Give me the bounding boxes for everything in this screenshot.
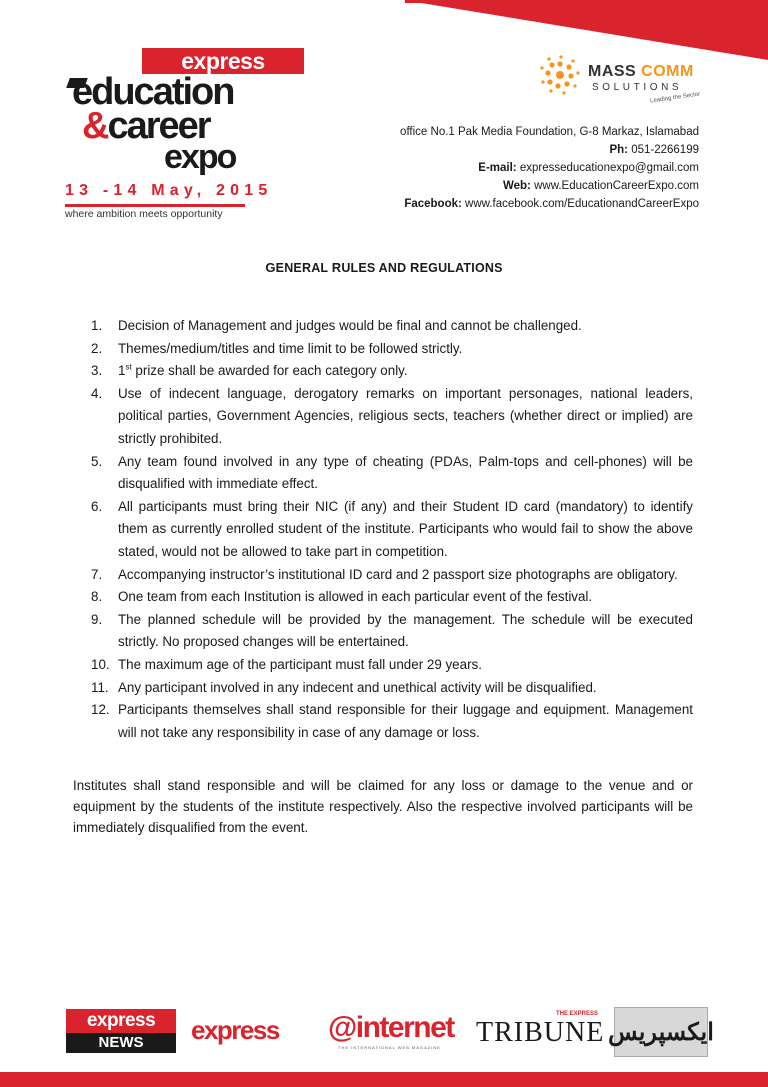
list-item: 12. Participants themselves shall stand responsible for their luggage and equipment. Management will not take any responsibility in case of any damage or loss. [91, 702, 693, 740]
logo-career-word: career [107, 105, 210, 147]
logo-expo-text: expo [164, 138, 236, 176]
list-item: 9. The planned schedule will be provided by the management. The schedule will be executed strictly. No proposed changes will be entertained. [91, 611, 693, 650]
list-item: 11. Any participant involved in any indecent and unethical activity will be disqualified. [91, 679, 597, 695]
list-item: 3. 1st prize shall be awarded for each category only. [91, 362, 408, 379]
web-link[interactable]: www.EducationCareerExpo.com [530, 180, 699, 192]
email-line: E-mail: expresseducationexpo@gmail.com [478, 162, 699, 174]
dates-underline [65, 204, 245, 207]
masscomm-tagline: Leading the Sector [649, 91, 701, 105]
urdu-express-logo: ایکسپریس [614, 1007, 708, 1057]
list-item: 8. One team from each Institution is allowed in each particular event of the festival. [91, 589, 593, 605]
contact-block [400, 123, 699, 213]
list-item: 10. The maximum age of the participant must fall under 29 years. [91, 656, 482, 672]
logo-ampersand: & [82, 105, 108, 147]
logo-education-text: education [72, 71, 234, 113]
express-logo: express [191, 1015, 279, 1045]
logo-tagline: where ambition meets opportunity [65, 208, 223, 220]
corner-decoration [403, 0, 768, 60]
masscomm-subtitle: SOLUTIONS [592, 82, 683, 93]
corner-rule [405, 0, 768, 3]
internet-subtitle: THE INTERNATIONAL WEB MAGAZINE [338, 1045, 441, 1050]
list-item: 1. Decision of Management and judges would be final and cannot be challenged. [91, 318, 582, 333]
masscomm-logo [540, 55, 705, 110]
address-line: office No.1 Pak Media Foundation, G-8 Markaz, Islamabad [400, 126, 699, 138]
logo-express-text: express [142, 48, 304, 74]
tribune-logo: TRIBUNE [476, 1017, 605, 1048]
facebook-line: Facebook: www.facebook.com/EducationandCareerExpo [404, 198, 699, 210]
list-item: 7. Accompanying instructor’s institutional ID card and 2 passport size photographs are obligatory. [91, 566, 678, 582]
closing-paragraph: Institutes shall stand responsible and will be claimed for any loss or damage to the venue and or equipment by the students of the institute respectively. Also the respective involved participants will be immediately disqualified from the event. [73, 778, 693, 835]
list-item: 4. Use of indecent language, derogatory remarks on important personages, national leaders, political parties, Government Agencies, religious sects, teachers (whether direct or implied) are strictly prohibited. [91, 385, 693, 446]
rules-list [91, 315, 693, 744]
phone-line: Ph: 051-2266199 [609, 144, 699, 156]
page-title: GENERAL RULES AND REGULATIONS [265, 260, 503, 275]
facebook-link[interactable]: www.facebook.com/EducationandCareerExpo [461, 198, 699, 210]
list-item: 2. Themes/medium/titles and time limit to be followed strictly. [91, 340, 463, 356]
web-line: Web: www.EducationCareerExpo.com [502, 180, 699, 192]
sunburst-icon [540, 55, 580, 95]
express-news-logo: express NEWS [66, 1009, 176, 1053]
masscomm-name: MASS COMM [588, 63, 694, 80]
list-item: 6. All participants must bring their NIC (if any) and their Student ID card (mandatory) to identify them as currently enrolled student of the institute. Participants who would fail to show the above stated, would not be allowed to take part in competition. [91, 498, 693, 559]
sponsor-logos [66, 1007, 714, 1057]
list-item: 5. Any team found involved in any type of cheating (PDAs, Palm-tops and cell-phones) will be disqualified with immediate effect. [91, 453, 693, 492]
tribune-kicker: THE EXPRESS [556, 1011, 599, 1017]
internet-logo: @internet [328, 1011, 454, 1044]
bottom-bar [0, 1072, 768, 1087]
event-dates: 13 -14 May, 2015 [65, 182, 273, 199]
email-link[interactable]: expresseducationexpo@gmail.com [516, 162, 699, 174]
